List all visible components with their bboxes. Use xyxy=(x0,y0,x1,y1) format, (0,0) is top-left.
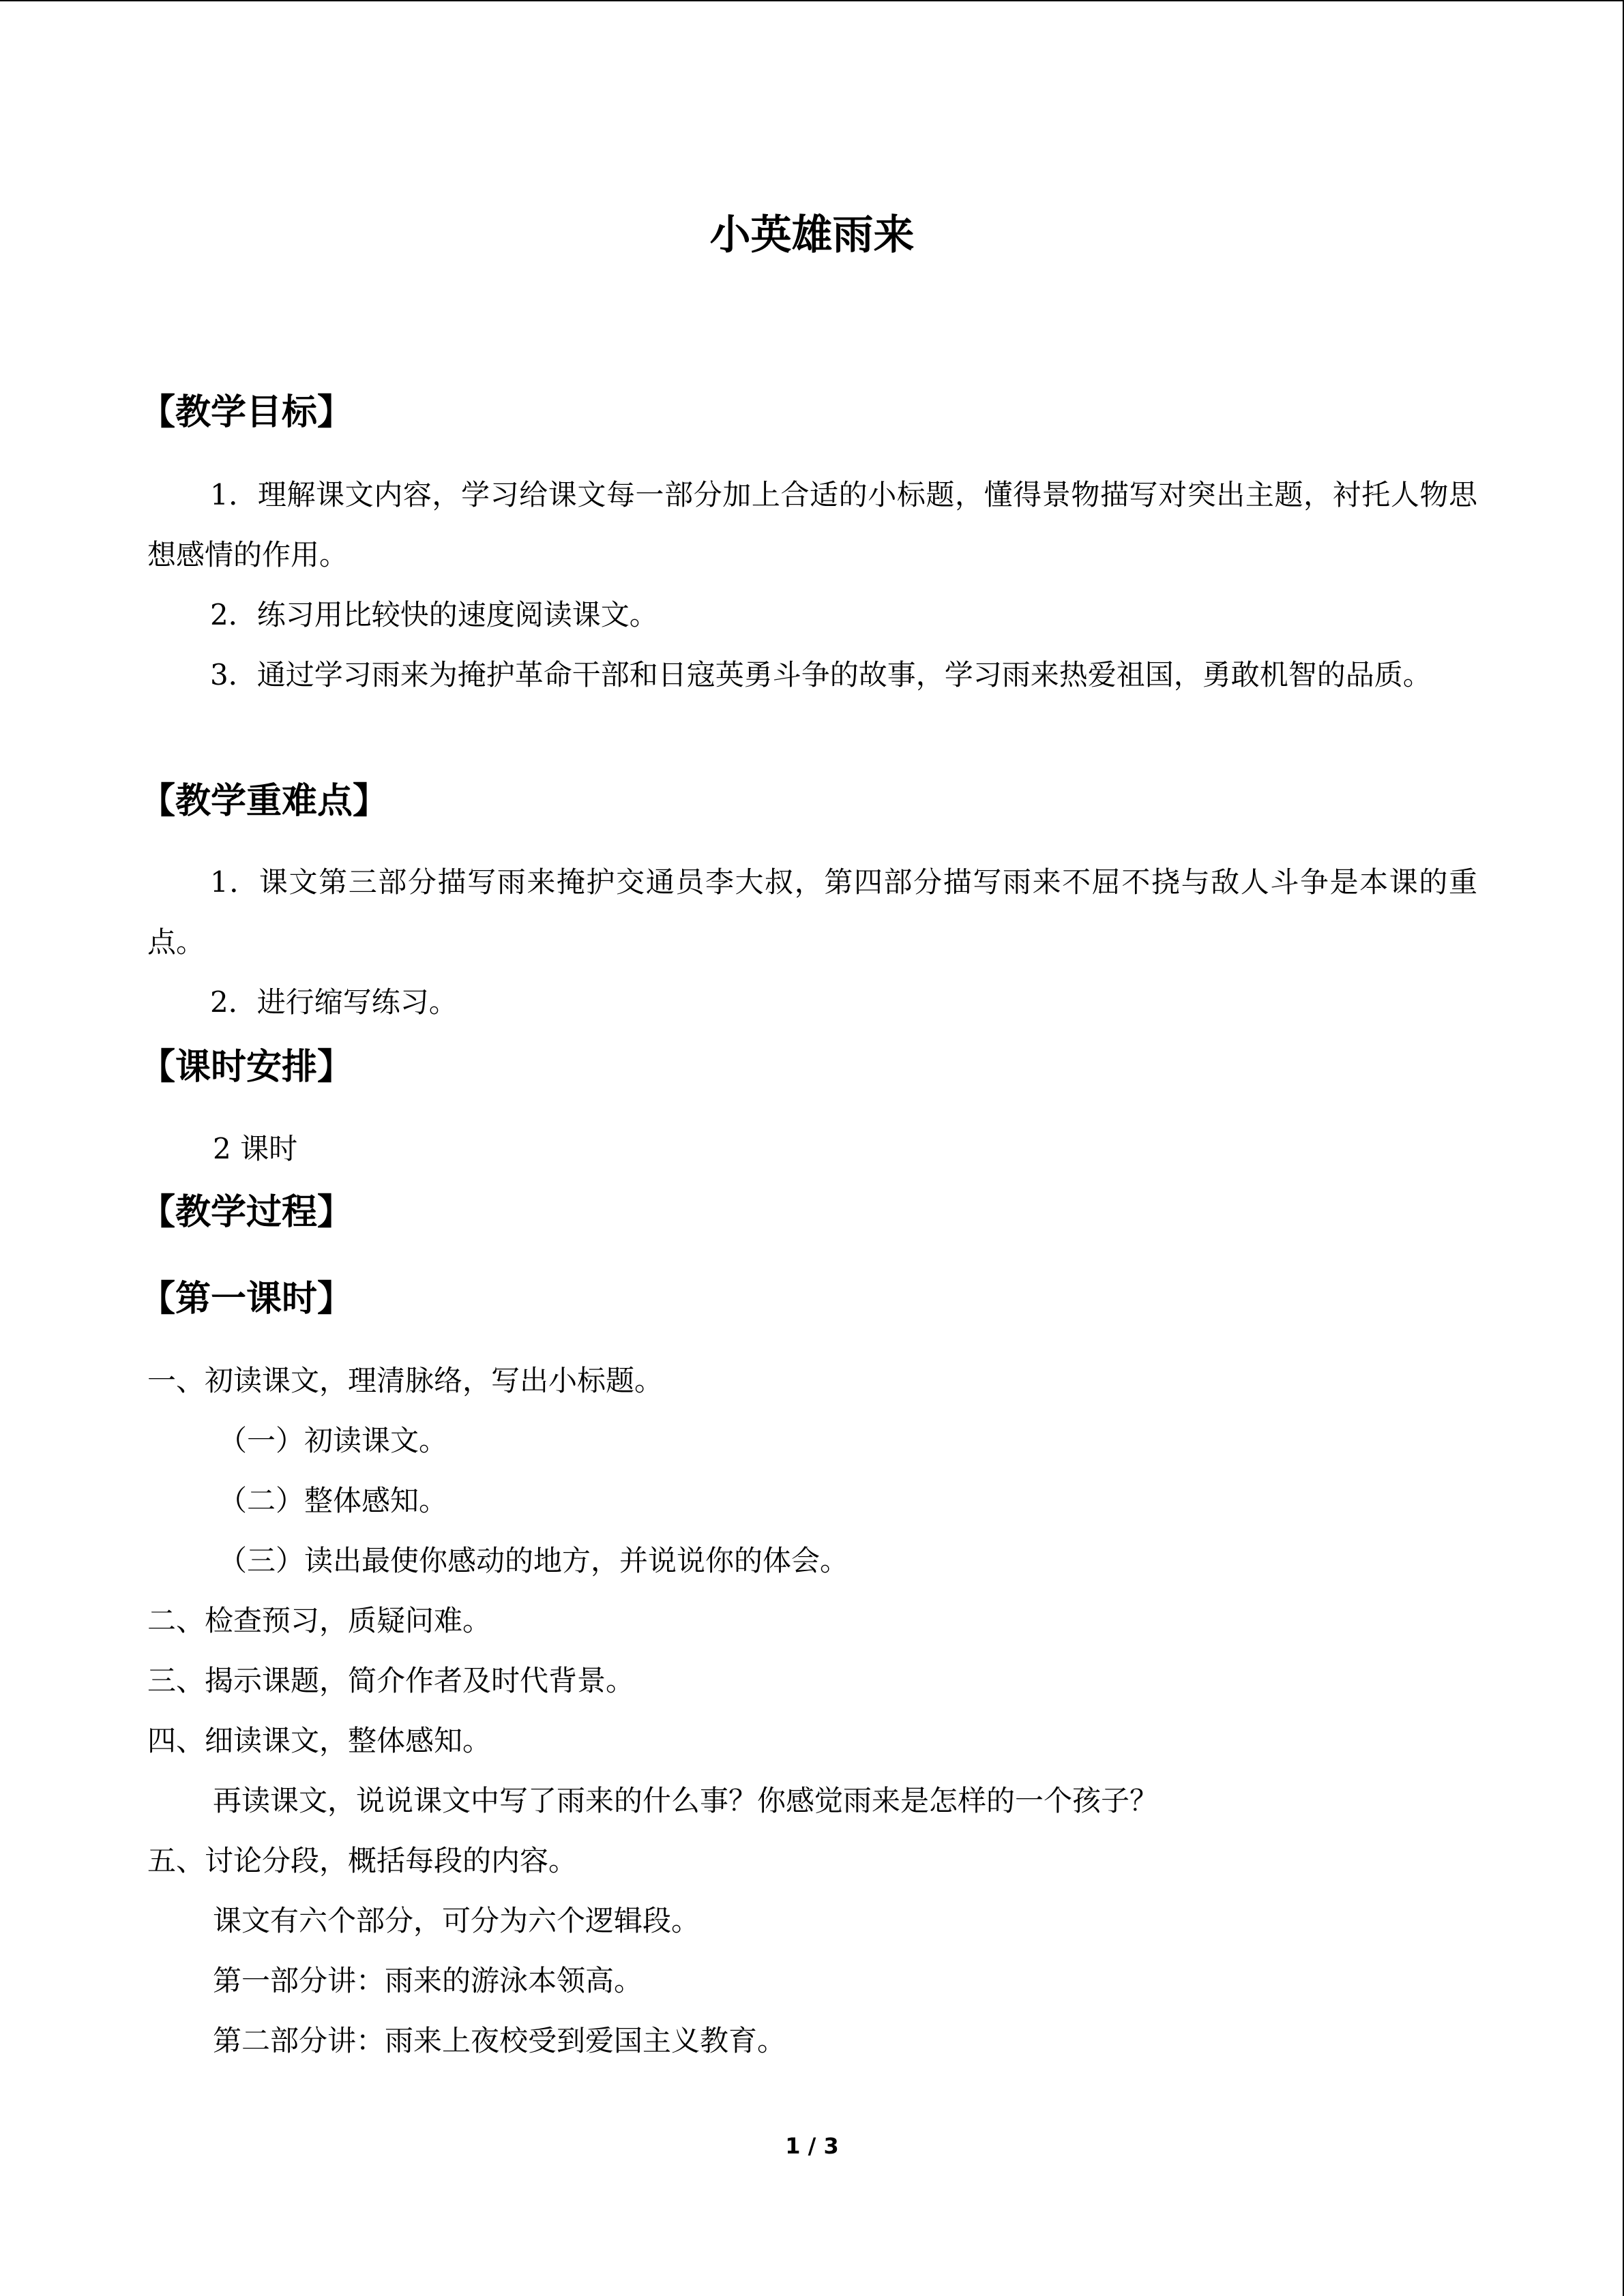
heading-schedule: 【课时安排】 xyxy=(140,1047,353,1088)
heading-process: 【教学过程】 xyxy=(140,1192,353,1233)
goal-item-2: 2．练习用比较快的速度阅读课文。 xyxy=(210,598,658,631)
step-1-sub-3: （三）读出最使你感动的地方，并说说你的体会。 xyxy=(218,1544,849,1577)
step-5-detail-1: 课文有六个部分，可分为六个逻辑段。 xyxy=(213,1904,700,1937)
heading-key-points: 【教学重难点】 xyxy=(140,781,389,822)
top-border-line xyxy=(0,0,1624,1)
step-2: 二、检查预习，质疑问难。 xyxy=(147,1604,492,1637)
heading-teaching-goals: 【教学目标】 xyxy=(140,392,353,433)
step-5: 五、讨论分段，概括每段的内容。 xyxy=(147,1844,578,1877)
step-5-detail-3: 第二部分讲：雨来上夜校受到爱国主义教育。 xyxy=(213,2024,786,2057)
goal-item-3: 3．通过学习雨来为掩护革命干部和日寇英勇斗争的故事，学习雨来热爱祖国，勇敢机智的品质。 xyxy=(210,658,1432,691)
key-point-item-2: 2．进行缩写练习。 xyxy=(210,985,458,1019)
step-1: 一、初读课文，理清脉络，写出小标题。 xyxy=(147,1364,664,1397)
step-5-detail-2: 第一部分讲：雨来的游泳本领高。 xyxy=(213,1964,643,1997)
step-1-sub-1: （一）初读课文。 xyxy=(218,1424,448,1457)
heading-first-lesson: 【第一课时】 xyxy=(140,1279,353,1320)
page-number: 1 / 3 xyxy=(785,2133,839,2159)
schedule-text: 2 课时 xyxy=(213,1132,298,1165)
document-title: 小英雄雨来 xyxy=(709,211,915,259)
step-1-sub-2: （二）整体感知。 xyxy=(218,1484,448,1517)
step-4-detail: 再读课文，说说课文中写了雨来的什么事？你感觉雨来是怎样的一个孩子？ xyxy=(213,1784,1159,1817)
step-4: 四、细读课文，整体感知。 xyxy=(147,1724,492,1757)
key-point-item-1: 1．课文第三部分描写雨来掩护交通员李大叔，第四部分描写雨来不屈不挠与敌人斗争是本课的重点。 xyxy=(147,865,1477,959)
goal-item-1: 1．理解课文内容，学习给课文每一部分加上合适的小标题，懂得景物描写对突出主题，衬托人物思想感情的作用。 xyxy=(147,478,1477,571)
step-3: 三、揭示课题，简介作者及时代背景。 xyxy=(147,1664,635,1697)
